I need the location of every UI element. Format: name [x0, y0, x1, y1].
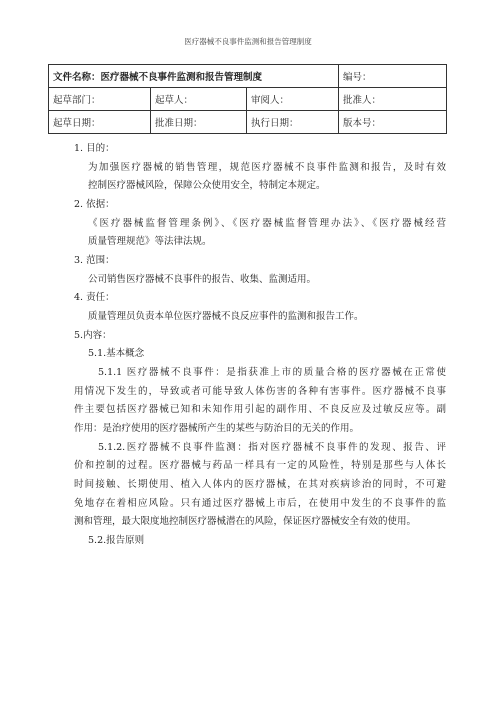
- document-number-cell: 编号：: [339, 65, 447, 88]
- section-2-text: 《医疗器械监督管理条例》、《医疗器械监督管理办法》、《医疗器械经营: [88, 218, 446, 229]
- paragraph-5-1-1: 5.1.1 医疗器械不良事件：是指获准上市的质量合格的医疗器械在正常使: [98, 367, 446, 378]
- section-5-title: 5.内容：: [74, 330, 112, 341]
- section-1-title: 1. 目的：: [74, 143, 115, 154]
- approve-date-cell: 批准日期：: [151, 111, 247, 134]
- section-3-text: 公司销售医疗器械不良事件的报告、收集、监测适用。: [88, 274, 317, 285]
- section-5-2-title: 5.2.报告原则: [88, 535, 145, 546]
- section-1-text: 控制医疗器械风险，保障公众使用安全，特制定本规定。: [88, 180, 326, 191]
- section-5-1-title: 5.1.基本概念: [88, 348, 145, 359]
- approver-cell: 批准人：: [339, 88, 447, 111]
- paragraph-5-1-2: 测和管理，最大限度地控制医疗器械潜在的风险，保证医疗器械安全有效的使用。: [74, 516, 417, 527]
- paragraph-5-1-1: 作用：是治疗使用的医疗器械所产生的某些与防治目的无关的作用。: [74, 423, 360, 434]
- paragraph-5-1-2: 时间接触、长期使用、植入人体内的医疗器械，在其对疾病诊治的同时，不可避: [74, 479, 446, 490]
- paragraph-5-1-2: 价和控制的过程。医疗器械与药品一样具有一定的风险性，特别是那些与人体长: [74, 460, 446, 471]
- drafter-department-cell: 起草部门：: [49, 88, 151, 111]
- document-info-table: [48, 64, 447, 134]
- table-row: [49, 111, 447, 134]
- section-1-text: 为加强医疗器械的销售管理，规范医疗器械不良事件监测和报告，及时有效: [88, 162, 446, 173]
- page-header: 医疗器械不良事件监测和报告管理制度: [184, 37, 312, 46]
- drafter-cell: 起草人：: [151, 88, 247, 111]
- section-4-text: 质量管理员负责本单位医疗器械不良反应事件的监测和报告工作。: [88, 311, 364, 322]
- paragraph-5-1-1: 件主要包括医疗器械已知和未知作用引起的副作用、不良反应及过敏反应等。副: [74, 404, 446, 415]
- section-4-title: 4. 责任：: [74, 292, 115, 303]
- section-2-title: 2. 依据：: [74, 199, 115, 210]
- document-name-cell: 文件名称：医疗器械不良事件监测和报告管理制度: [49, 65, 339, 88]
- effective-date-cell: 执行日期：: [247, 111, 339, 134]
- paragraph-5-1-2: 5.1.2.医疗器械不良事件监测：指对医疗器械不良事件的发现、报告、评: [98, 442, 446, 453]
- table-row: [49, 88, 447, 111]
- draft-date-cell: 起草日期：: [49, 111, 151, 134]
- paragraph-5-1-2: 免地存在着相应风险。只有通过医疗器械上市后，在使用中发生的不良事件的监: [74, 498, 446, 509]
- section-2-text: 质量管理规范》等法律法规。: [88, 236, 212, 247]
- section-3-title: 3. 范围：: [74, 255, 115, 266]
- reviewer-cell: 审阅人：: [247, 88, 339, 111]
- table-row: [49, 65, 447, 88]
- version-cell: 版本号：: [339, 111, 447, 134]
- paragraph-5-1-1: 用情况下发生的，导致或者可能导致人体伤害的各种有害事件。医疗器械不良事: [74, 386, 446, 397]
